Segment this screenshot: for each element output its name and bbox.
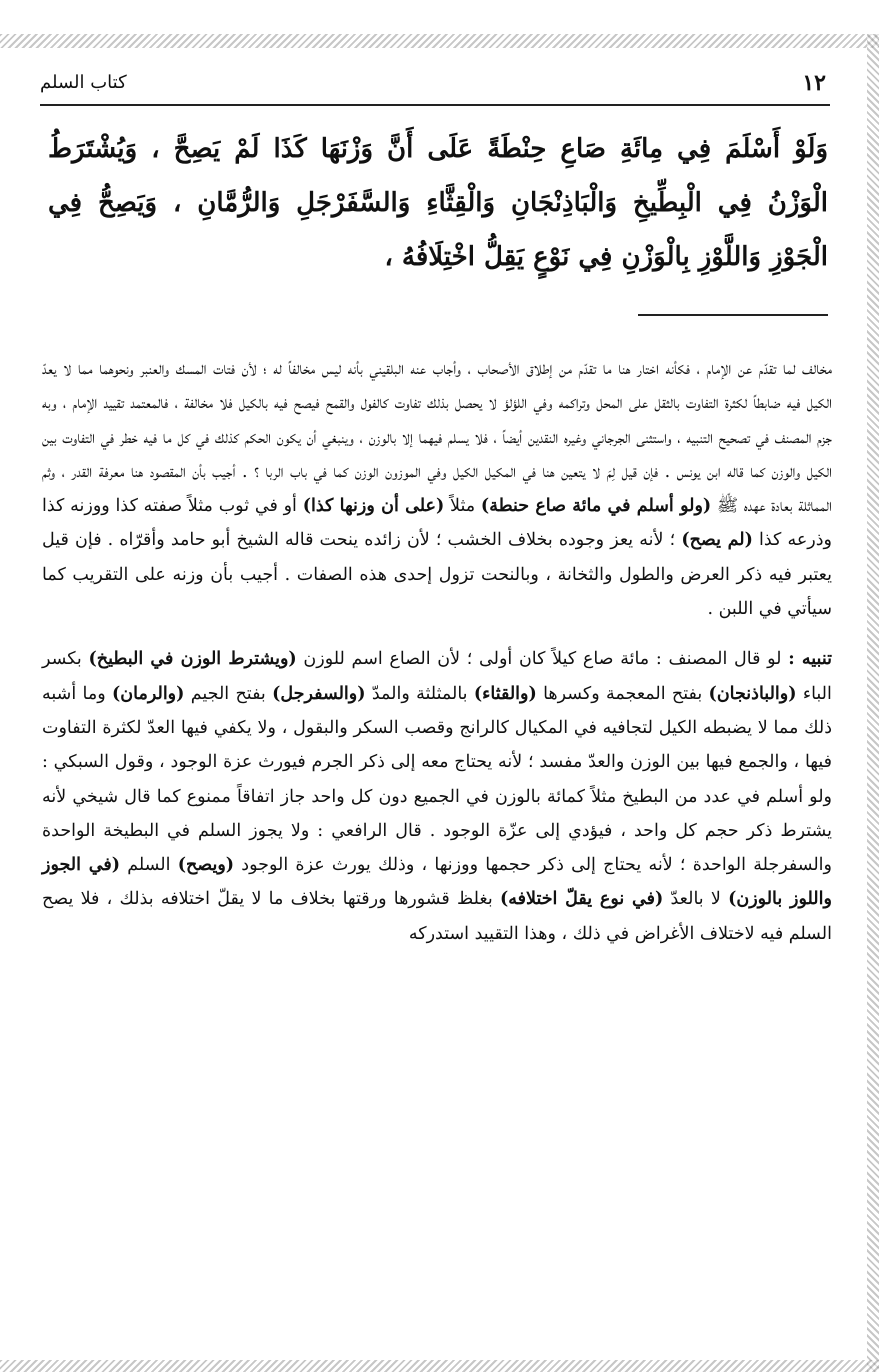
separator-rule [638, 314, 828, 316]
notice-label: تنبيه : [788, 649, 832, 670]
commentary-text: السلم [127, 855, 171, 876]
commentary-text: بالمثلثة والمدّ [371, 683, 468, 704]
quoted-matn: (والرمان) [112, 683, 185, 704]
commentary-text: مثلاً [450, 496, 476, 517]
quoted-matn: (على أن وزنها كذا) [302, 496, 445, 517]
commentary-text: وما أشبه ذلك مما لا يضبطه الكيل لتجافيه في المكيال كالرانج وقصب السكر والبقول ، ولا يكفي فيها العدّ لكثرة التفاوت فيها ، والجمع فيها بين الوزن والعدّ مفسد ؛ لأنه يحتاج معه إلى ذكر الجرم فيورث عزة الوجود ، وقول السبكي : ولو أسلم في عدد من البطيخ مثلاً كمائة بالوزن في الجميع دون كل واحد جاز اتفاقاً ممنوع كما قال شيخي لأنه يشترط ذكر حجم كل واحد ، فيؤدي إلى عزّة الوجود . قال الرافعي : ولا يجوز السلم في البطيخة الواحدة والسفرجلة الواحدة ؛ لأنه يحتاج إلى ذكر حجمها ووزنها ، وذلك يورث عزة الوجود [42, 683, 832, 876]
quoted-matn: (لم يصح) [681, 530, 753, 551]
ornamental-border-bottom [0, 1360, 879, 1372]
commentary-text: لو قال المصنف : مائة صاع كيلاً كان أولى ؛ لأن الصاع اسم للوزن [303, 649, 782, 670]
quoted-matn: (ولو أسلم في مائة صاع حنطة) [480, 496, 712, 517]
main-text: وَلَوْ أَسْلَمَ فِي مِائَةِ صَاعِ حِنْطَةً عَلَى أَنَّ وَزْنَهَا كَذَا لَمْ يَصِحَّ ، وَيُشْتَرَطُ الْوَزْنُ فِي الْبِطِّيخِ وَالْبَاذِنْجَانِ وَالْقِثَّاءِ وَالسَّفَرْجَلِ وَالرُّمَّانِ ، وَيَصِحُّ فِي الْجَوْزِ وَاللَّوْزِ بِالْوَزْنِ فِي نَوْعٍ يَقِلُّ اخْتِلَافُهُ ، [48, 134, 828, 272]
commentary-text: أو في ثوب مثلاً صفته كذا ووزنه كذا وذرعه كذا [42, 496, 832, 551]
quoted-matn: (والباذنجان) [708, 683, 797, 704]
commentary-text: بفتح المعجمة وكسرها [543, 683, 703, 704]
running-title: كتاب السلم [40, 72, 127, 93]
commentary-text: بفتح الجيم [190, 683, 266, 704]
commentary-paragraph [42, 352, 832, 626]
quoted-matn: (ويصح) [177, 855, 235, 876]
page-header [40, 68, 830, 106]
ornamental-border-top [0, 34, 879, 48]
commentary-text: مخالف لما تقدّم عن الإمام ، فكأنه اختار هنا ما تقدّم من إطلاق الأصحاب ، وأجاب عنه البلقيني بأنه ليس مخالفاً له ؛ لأن فتات المسك والعنبر ونحوهما مما لا يعدّ الكيل فيه ضابطاً لكثرة التفاوت بالثقل على المحل وتراكمه وفي اللؤلؤ لا يحصل بذلك تفاوت كالفول والقمح فيصح فيه بالكيل فلا مخالفة ، فالمعتمد تقييد الإمام ، وبه جزم المصنف في تصحيح التنبيه ، واستثنى الجرجاني وغيره النقدين أيضاً ، فلا يسلم فيهما إلا بالوزن ، وينبغي أن يكون الحكم كذلك في كل ما فيه خطر في التفاوت بين الكيل والوزن كما قاله ابن يونس . فإن قيل لِمَ لا يتعين هنا في المكيل الكيل وفي الموزون الوزن كما في باب الربا ؟ . أجيب بأن المقصود هنا معرفة القدر ، وثم المماثلة بعادة عهده ﷺ [42, 359, 832, 517]
quoted-matn: (ويشترط الوزن في البطيخ) [88, 649, 297, 670]
commentary-text: بغلظ قشورها ورقتها بخلاف ما لا يقلّ اختلافه بذلك ، فلا يصح السلم فيه لاختلاف الأغراض في ذلك ، وهذا التقييد استدركه [42, 889, 832, 944]
commentary-text: ؛ لأنه يعز وجوده بخلاف الخشب ؛ لأن زائده ينحت قاله الشيخ أبو حامد وأقرّاه . فإن قيل يعتبر فيه ذكر العرض والطول والثخانة ، وبالنحت تزول إحدى هذه الصفات . أجيب بأن وزنه على التقريب كما سيأتي في اللبن . [42, 530, 832, 620]
page-number: ١٢ [802, 70, 826, 96]
ornamental-border-right [867, 34, 879, 1372]
quoted-matn: (في الجوز واللوز بالوزن) [42, 855, 832, 910]
quoted-matn: (والسفرجل) [272, 683, 366, 704]
commentary-text: بكسر الباء [42, 649, 832, 704]
commentary-paragraph [42, 642, 832, 951]
commentary [42, 352, 832, 951]
quoted-matn: (في نوع يقلّ اختلافه) [499, 889, 664, 910]
commentary-text: لا بالعدّ [670, 889, 721, 910]
quoted-matn: (والقثاء) [473, 683, 537, 704]
